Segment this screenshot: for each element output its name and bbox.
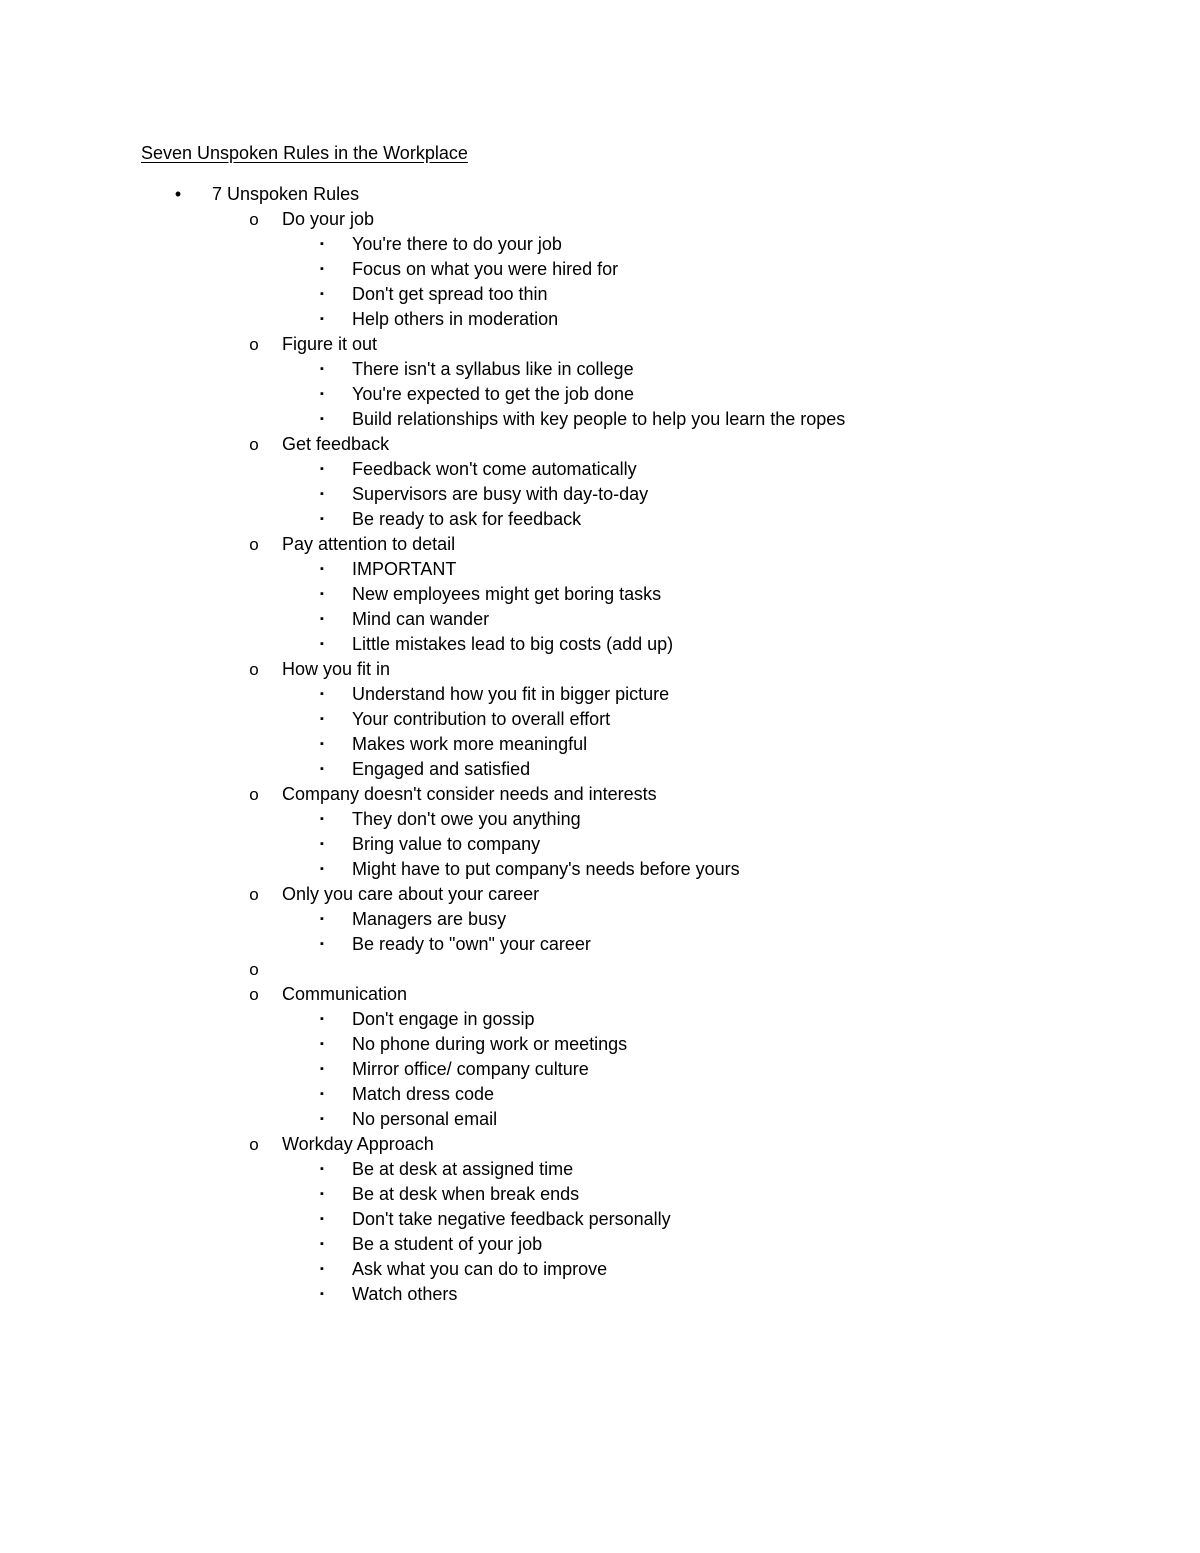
list-item-text: Ask what you can do to improve [352, 1259, 608, 1279]
list-marker-level-1: o [249, 660, 259, 679]
list-marker-level-2: ▪ [320, 1113, 324, 1125]
list-marker-level-1: o [249, 985, 259, 1004]
rule-point [0, 707, 1200, 732]
list-item-text: Might have to put company's needs before yours [352, 859, 740, 879]
list-item-text: Bring value to company [352, 834, 541, 854]
list-marker-level-2: ▪ [320, 1188, 324, 1200]
rule-point [0, 1232, 1200, 1257]
list-item-text: Don't take negative feedback personally [352, 1209, 671, 1229]
list-item-text: Your contribution to overall effort [352, 709, 611, 729]
list-item-text: They don't owe you anything [352, 809, 581, 829]
rule-point [0, 1007, 1200, 1032]
list-marker-level-2: ▪ [320, 913, 324, 925]
rule-item [0, 882, 1200, 907]
rule-point [0, 1057, 1200, 1082]
list-marker-level-2: ▪ [320, 938, 324, 950]
list-marker-level-1: o [249, 885, 259, 904]
rule-point [0, 907, 1200, 932]
list-item-text: Get feedback [282, 434, 390, 454]
list-item-text: Communication [282, 984, 408, 1004]
list-item-text: IMPORTANT [352, 559, 457, 579]
list-item-text: Don't get spread too thin [352, 284, 548, 304]
list-marker-level-2: ▪ [320, 463, 324, 475]
list-marker-level-2: ▪ [320, 588, 324, 600]
list-item-text: Match dress code [352, 1084, 495, 1104]
list-item-text: Understand how you fit in bigger picture [352, 684, 670, 704]
list-item-text: Be at desk when break ends [352, 1184, 580, 1204]
outline-list [0, 182, 1200, 1307]
list-item-text: Company doesn't consider needs and interests [282, 784, 657, 804]
list-item-text: No personal email [352, 1109, 498, 1129]
rule-point [0, 607, 1200, 632]
rule-point [0, 1032, 1200, 1057]
list-item-text: Figure it out [282, 334, 378, 354]
list-item-text: Supervisors are busy with day-to-day [352, 484, 649, 504]
rule-point [0, 557, 1200, 582]
list-marker-level-2: ▪ [320, 488, 324, 500]
rule-item [0, 532, 1200, 557]
list-marker-level-1: o [249, 785, 259, 804]
list-item-text: How you fit in [282, 659, 391, 679]
list-marker-level-1: o [249, 435, 259, 454]
list-item-text: Focus on what you were hired for [352, 259, 619, 279]
outline-item [0, 182, 1200, 207]
rule-item [0, 982, 1200, 1007]
list-item-text: Engaged and satisfied [352, 759, 531, 779]
list-marker-level-1: o [249, 535, 259, 554]
rule-point [0, 1107, 1200, 1132]
list-marker-level-2: ▪ [320, 363, 324, 375]
list-marker-level-2: ▪ [320, 388, 324, 400]
rule-point [0, 682, 1200, 707]
list-marker-level-1: o [249, 1135, 259, 1154]
rule-point [0, 257, 1200, 282]
list-item-text: Feedback won't come automatically [352, 459, 637, 479]
rule-item [0, 332, 1200, 357]
list-item-text: Be ready to "own" your career [352, 934, 591, 954]
list-marker-level-2: ▪ [320, 863, 324, 875]
rule-point [0, 1282, 1200, 1307]
list-marker-level-2: ▪ [320, 563, 324, 575]
rule-point [0, 382, 1200, 407]
list-marker-level-2: ▪ [320, 638, 324, 650]
rule-point [0, 757, 1200, 782]
list-item-text: Makes work more meaningful [352, 734, 588, 754]
list-item-text: You're expected to get the job done [352, 384, 634, 404]
list-marker-level-2: ▪ [320, 413, 324, 425]
list-marker-level-2: ▪ [320, 1213, 324, 1225]
rule-point [0, 1207, 1200, 1232]
rule-point [0, 932, 1200, 957]
rule-item [0, 432, 1200, 457]
list-item-text: Mind can wander [352, 609, 490, 629]
list-item-text: Workday Approach [282, 1134, 434, 1154]
list-item-text: New employees might get boring tasks [352, 584, 662, 604]
list-marker-level-2: ▪ [320, 688, 324, 700]
list-item-text: Build relationships with key people to help you learn the ropes [352, 409, 846, 429]
list-marker-level-0: • [174, 184, 182, 204]
list-marker-level-1: o [249, 335, 259, 354]
list-marker-level-2: ▪ [320, 838, 324, 850]
rule-point [0, 307, 1200, 332]
list-item-text: Pay attention to detail [282, 534, 456, 554]
rule-point [0, 582, 1200, 607]
rule-point [0, 407, 1200, 432]
list-item-text: Be a student of your job [352, 1234, 543, 1254]
list-marker-level-1: o [249, 210, 259, 229]
rule-item [0, 207, 1200, 232]
list-marker-level-2: ▪ [320, 513, 324, 525]
list-marker-level-2: ▪ [320, 1163, 324, 1175]
rule-point [0, 357, 1200, 382]
rule-item [0, 1132, 1200, 1157]
list-marker-level-2: ▪ [320, 1063, 324, 1075]
list-item-text: Help others in moderation [352, 309, 559, 329]
rule-point [0, 857, 1200, 882]
rule-point [0, 282, 1200, 307]
list-marker-level-2: ▪ [320, 738, 324, 750]
list-marker-level-2: ▪ [320, 1263, 324, 1275]
rule-point [0, 507, 1200, 532]
list-marker-level-1: o [249, 960, 259, 979]
rule-point [0, 232, 1200, 257]
rule-point [0, 1082, 1200, 1107]
list-item-text: Mirror office/ company culture [352, 1059, 589, 1079]
list-marker-level-2: ▪ [320, 263, 324, 275]
rule-item [0, 657, 1200, 682]
list-marker-level-2: ▪ [320, 238, 324, 250]
list-item-text: Be at desk at assigned time [352, 1159, 574, 1179]
list-item-text: 7 Unspoken Rules [212, 184, 360, 204]
list-item-text: Only you care about your career [282, 884, 540, 904]
list-marker-level-2: ▪ [320, 1013, 324, 1025]
list-marker-level-2: ▪ [320, 288, 324, 300]
list-item-text: Little mistakes lead to big costs (add up) [352, 634, 674, 654]
list-marker-level-2: ▪ [320, 1088, 324, 1100]
page-title: Seven Unspoken Rules in the Workplace [141, 143, 468, 163]
list-marker-level-2: ▪ [320, 1038, 324, 1050]
rule-point [0, 482, 1200, 507]
list-item-text: Watch others [352, 1284, 458, 1304]
rule-point [0, 807, 1200, 832]
list-marker-level-2: ▪ [320, 313, 324, 325]
list-item-text: There isn't a syllabus like in college [352, 359, 634, 379]
rule-point [0, 457, 1200, 482]
rule-point [0, 1257, 1200, 1282]
list-item-text: No phone during work or meetings [352, 1034, 628, 1054]
rule-point [0, 1157, 1200, 1182]
rule-item [0, 782, 1200, 807]
list-item-text: Managers are busy [352, 909, 507, 929]
list-item-text: Don't engage in gossip [352, 1009, 535, 1029]
list-item-text: Do your job [282, 209, 375, 229]
list-marker-level-2: ▪ [320, 613, 324, 625]
list-marker-level-2: ▪ [320, 713, 324, 725]
rule-item [0, 957, 1200, 982]
list-marker-level-2: ▪ [320, 1288, 324, 1300]
rule-point [0, 632, 1200, 657]
rule-point [0, 832, 1200, 857]
list-item-text: You're there to do your job [352, 234, 562, 254]
rule-point [0, 732, 1200, 757]
rule-point [0, 1182, 1200, 1207]
list-marker-level-2: ▪ [320, 813, 324, 825]
list-item-text: Be ready to ask for feedback [352, 509, 582, 529]
list-marker-level-2: ▪ [320, 1238, 324, 1250]
list-marker-level-2: ▪ [320, 763, 324, 775]
